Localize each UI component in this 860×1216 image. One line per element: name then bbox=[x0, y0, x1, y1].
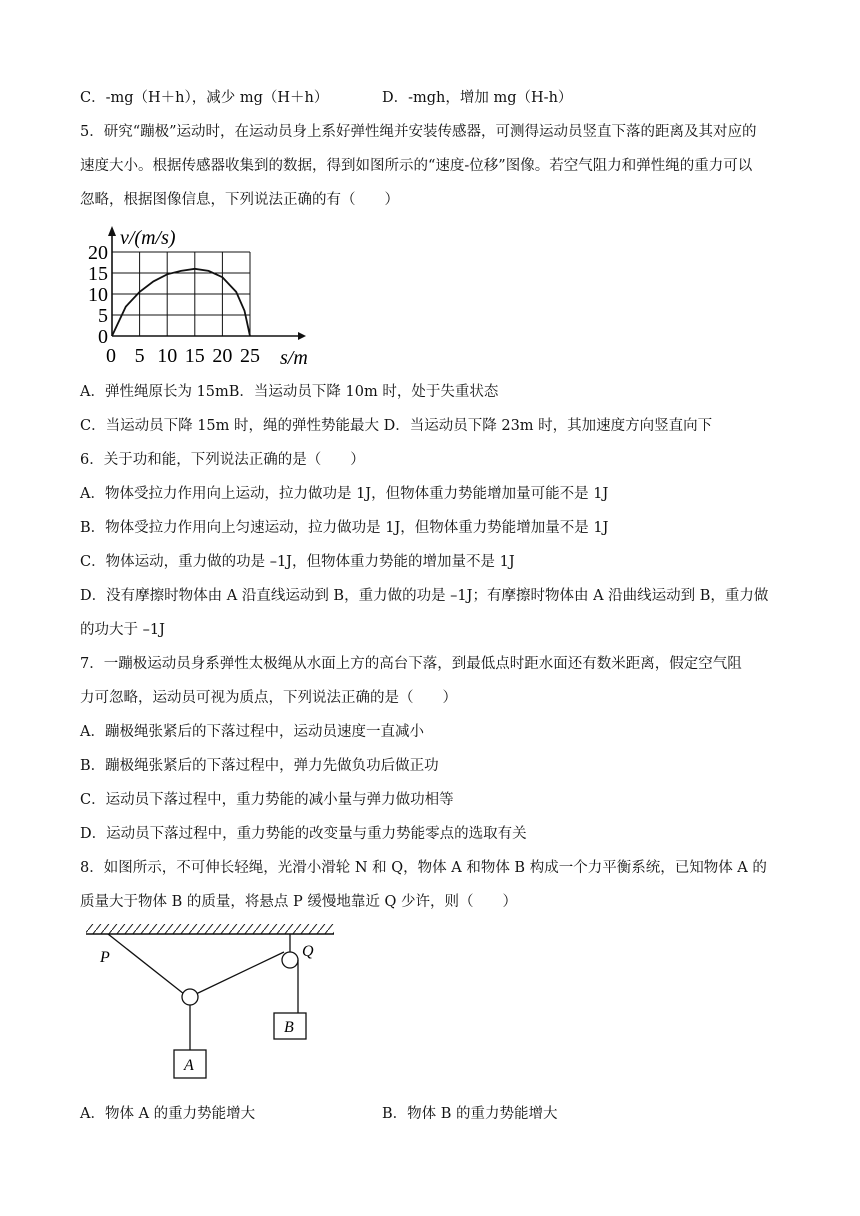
y-tick-label: 15 bbox=[88, 263, 108, 285]
y-tick-label: 20 bbox=[88, 242, 108, 264]
chart-tick-labels bbox=[88, 242, 260, 367]
label-q: Q bbox=[302, 943, 314, 960]
q-pulley bbox=[282, 952, 298, 968]
x-tick-label: 25 bbox=[240, 345, 260, 367]
y-axis-arrow bbox=[108, 226, 116, 236]
q4-option-c: C．-mg（H＋h），减少 mg（H＋h） bbox=[80, 90, 329, 106]
q6-stem: 6．关于功和能，下列说法正确的是（ ） bbox=[80, 452, 365, 468]
pulley-diagram bbox=[80, 920, 350, 1085]
q7-option-c: C．运动员下落过程中，重力势能的减小量与弹力做功相等 bbox=[80, 792, 454, 808]
q7-option-d: D．运动员下落过程中，重力势能的改变量与重力势能零点的选取有关 bbox=[80, 826, 527, 842]
q6-option-b: B．物体受拉力作用向上匀速运动，拉力做功是 1J，但物体重力势能增加量不是 1J bbox=[80, 520, 609, 536]
q5-option-a-b: A．弹性绳原长为 15mB．当运动员下降 10m 时，处于失重状态 bbox=[80, 384, 499, 400]
q7-option-b: B．蹦极绳张紧后的下落过程中，弹力先做负功后做正功 bbox=[80, 758, 439, 774]
x-axis-arrow bbox=[298, 332, 306, 340]
q6-option-d-line2: 的功大于 –1J bbox=[80, 622, 165, 638]
rope-segment-p bbox=[108, 934, 184, 994]
label-p: P bbox=[100, 949, 110, 966]
q4-option-d: D．-mgh，增加 mg（H-h） bbox=[382, 90, 573, 106]
movable-pulley bbox=[182, 989, 198, 1005]
q6-option-d-line1: D．没有摩擦时物体由 A 沿直线运动到 B，重力做的功是 –1J；有摩擦时物体由 A 沿曲线运动到 B，重力做 bbox=[80, 588, 769, 604]
q6-option-c: C．物体运动，重力做的功是 –1J，但物体重力势能的增加量不是 1J bbox=[80, 554, 515, 570]
x-tick-label: 20 bbox=[212, 345, 233, 367]
q5-stem-line3: 忽略，根据图像信息，下列说法正确的有（ ） bbox=[80, 192, 399, 208]
velocity-curve bbox=[112, 269, 250, 336]
x-tick-label: 5 bbox=[134, 345, 145, 367]
q7-stem-line2: 力可忽略，运动员可视为质点，下列说法正确的是（ ） bbox=[80, 690, 457, 706]
chart-grid bbox=[112, 252, 250, 336]
q7-option-a: A．蹦极绳张紧后的下落过程中，运动员速度一直减小 bbox=[80, 724, 424, 740]
y-tick-label: 5 bbox=[98, 305, 108, 327]
velocity-displacement-chart bbox=[80, 220, 320, 370]
x-tick-label: 15 bbox=[184, 345, 205, 367]
q7-stem-line1: 7．一蹦极运动员身系弹性太极绳从水面上方的高台下落，到最低点时距水面还有数米距离，假定空气阻 bbox=[80, 656, 742, 672]
y-tick-label: 10 bbox=[88, 284, 108, 306]
q5-option-c-d: C．当运动员下降 15m 时，绳的弹性势能最大 D．当运动员下降 23m 时，其加速度方向竖直向下 bbox=[80, 418, 713, 434]
q5-stem-line2: 速度大小。根据传感器收集到的数据，得到如图所示的“速度-位移”图像。若空气阻力和弹性绳的重力可以 bbox=[80, 158, 753, 174]
label-a: A bbox=[184, 1057, 194, 1074]
chart-xlabel: s/m bbox=[280, 347, 308, 369]
y-tick-label: 0 bbox=[98, 326, 108, 348]
rope-segment-q bbox=[196, 952, 284, 994]
q8-stem-line1: 8．如图所示，不可伸长轻绳，光滑小滑轮 N 和 Q，物体 A 和物体 B 构成一个力平衡系统，已知物体 A 的 bbox=[80, 860, 767, 876]
q8-stem-line2: 质量大于物体 B 的质量，将悬点 P 缓慢地靠近 Q 少许，则（ ） bbox=[80, 894, 517, 910]
q8-option-a: A．物体 A 的重力势能增大 bbox=[80, 1106, 256, 1122]
x-tick-label: 10 bbox=[157, 345, 178, 367]
q6-option-a: A．物体受拉力作用向上运动，拉力做功是 1J，但物体重力势能增加量可能不是 1J bbox=[80, 486, 609, 502]
q8-option-b: B．物体 B 的重力势能增大 bbox=[382, 1106, 558, 1122]
x-tick-label: 0 bbox=[106, 345, 116, 367]
q5-stem-line1: 5．研究“蹦极”运动时，在运动员身上系好弹性绳并安装传感器，可测得运动员竖直下落的距离及其对应的 bbox=[80, 124, 757, 140]
label-b: B bbox=[284, 1019, 294, 1036]
ceiling-hatch bbox=[86, 924, 334, 934]
chart-ylabel: v/(m/s) bbox=[120, 227, 176, 249]
